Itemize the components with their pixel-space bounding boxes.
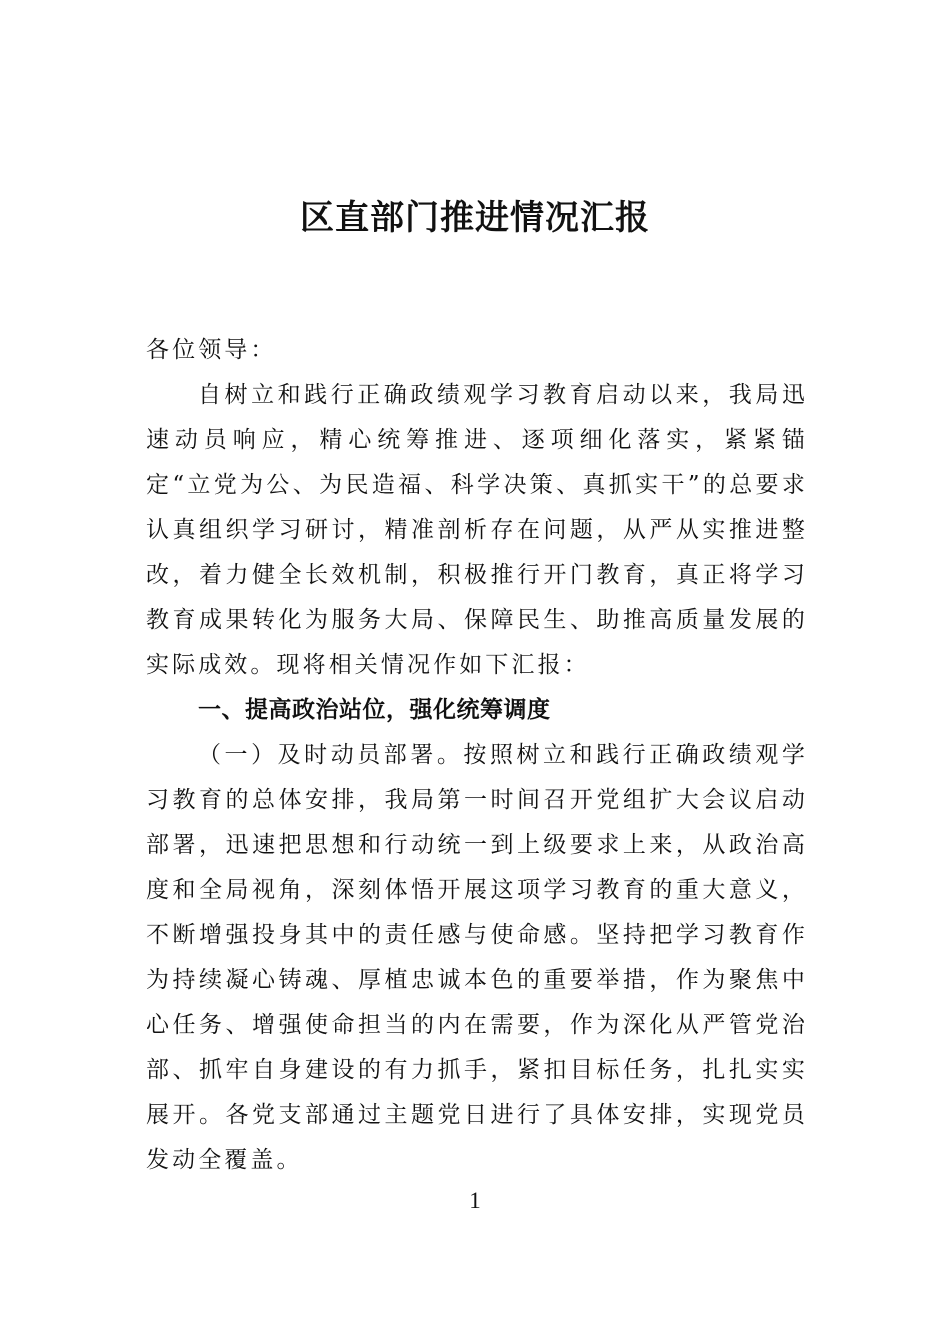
section-heading: 一、提高政治站位，强化统筹调度 xyxy=(198,697,551,723)
page-number: 1 xyxy=(469,1188,481,1213)
subsection-paragraph: （一）及时动员部署。按照树立和践行正确政绩观学习教育的总体安排，我局第一时间召开党组扩大会议启动部署，迅速把思想和行动统一到上级要求上来，从政治高度和全局视角，深刻体悟开展这项学习教育的重大意义，不断增强投身其中的责任感与使命感。坚持把学习教育作为持续凝心铸魂、厚植忠诚本色的重要举措，作为聚焦中心任务、增强使命担当的内在需要，作为深化从严管党治部、抓牢自身建设的有力抓手，紧扣目标任务，扎扎实实展开。各党支部通过主题党日进行了具体安排，实现党员发动全覆盖。 xyxy=(146,742,808,1173)
intro-paragraph: 自树立和践行正确政绩观学习教育启动以来，我局迅速动员响应，精心统筹推进、逐项细化落实，紧紧锚定“立党为公、为民造福、科学决策、真抓实干”的总要求认真组织学习研讨，精准剖析存在问题，从严从实推进整改，着力健全长效机制，积极推行开门教育，真正将学习教育成果转化为服务大局、保障民生、助推高质量发展的实际成效。现将相关情况作如下汇报： xyxy=(146,382,808,678)
salutation: 各位领导： xyxy=(146,337,277,363)
document-body xyxy=(146,328,808,1183)
document-title: 区直部门推进情况汇报 xyxy=(300,198,650,238)
